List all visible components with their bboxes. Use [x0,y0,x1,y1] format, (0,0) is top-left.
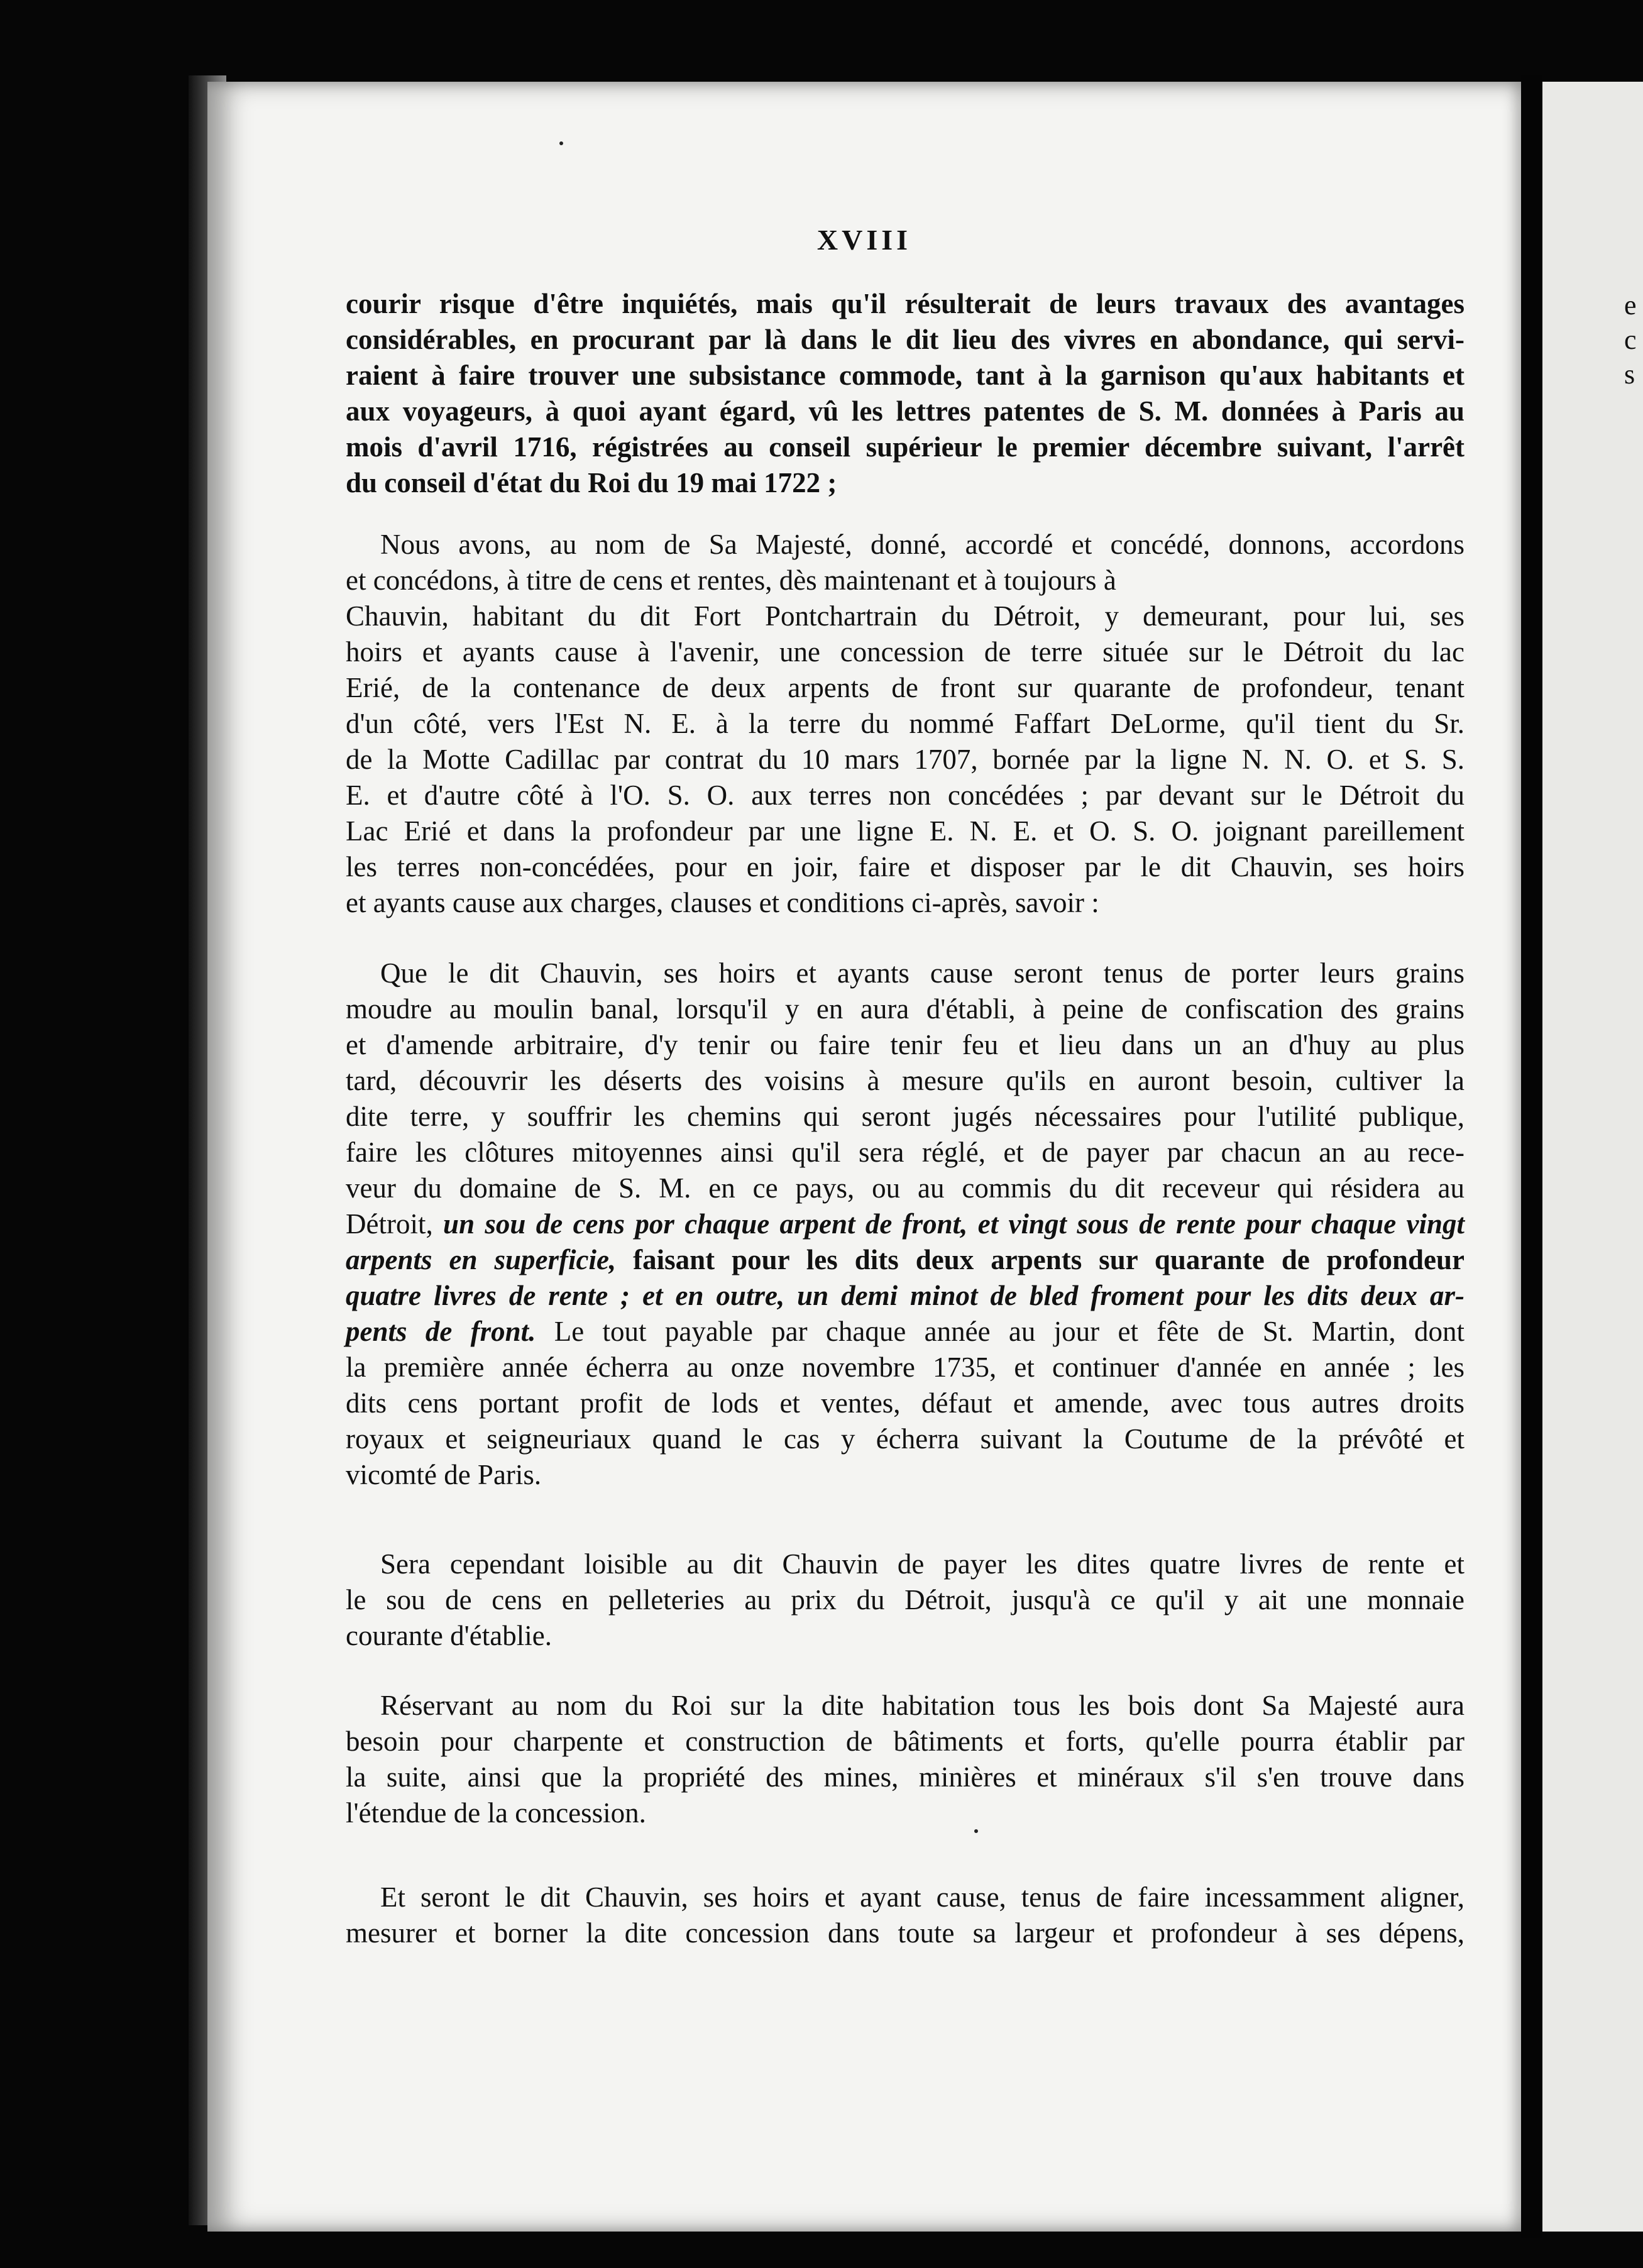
text-line: mois d'avril 1716, régistrées au conseil supérieur le premier décembre suivant, l'arrêt [346,431,1464,463]
paragraph-2 [346,527,1464,921]
text-line [346,1242,1464,1278]
text-line: Que le dit Chauvin, ses hoirs et ayants cause seront tenus de porter leurs grains [380,957,1464,989]
page-divider [1521,75,1542,2238]
italic-text-run: arpents en superficie, [346,1244,617,1275]
text-line: et ayants cause aux charges, clauses et conditions ci-après, savoir : [346,887,1099,918]
text-line: Chauvin, habitant du dit Fort Pontchartrain du Détroit, y demeurant, pour lui, ses [346,600,1464,632]
text-line: faire les clôtures mitoyennes ainsi qu'il sera réglé, et de payer par chacun an au rece- [346,1137,1464,1168]
text-line: besoin pour charpente et construction de bâtiments et forts, qu'elle pourra établir par [346,1726,1464,1757]
text-line [346,1314,1464,1350]
paragraph-5 [346,1688,1464,1831]
paragraph-6 [346,1880,1464,1951]
adjacent-page-edge [1542,82,1643,2232]
text-line: aux voyageurs, à quoi ayant égard, vû les lettres patentes de S. M. données à Paris au [346,395,1464,427]
italic-text-run: quatre livres de rente ; et en outre, un demi minot de bled froment pour les dits deux ar- [346,1280,1464,1311]
text-line: mesurer et borner la dite concession dans toute sa largeur et profondeur à ses dépens, [346,1917,1464,1949]
text-line [346,1278,1464,1314]
adjacent-page-fragment: c [1624,324,1637,355]
text-run: faisant pour les dits deux arpents sur quarante de profondeur [633,1244,1464,1275]
paragraph-3 [346,955,1464,1493]
scanned-page [207,82,1521,2232]
text-line: considérables, en procurant par là dans le dit lieu des vivres en abondance, qui servi- [346,324,1464,355]
text-line: du conseil d'état du Roi du 19 mai 1722 ; [346,467,837,498]
text-line: Nous avons, au nom de Sa Majesté, donné, accordé et concédé, donnons, accordons [380,529,1464,560]
paragraph-1 [346,286,1464,501]
text-line: de la Motte Cadillac par contrat du 10 mars 1707, bornée par la ligne N. N. O. et S. S. [346,744,1464,775]
text-line: la suite, ainsi que la propriété des mines, minières et minéraux s'il s'en trouve dans [346,1761,1464,1793]
page-number-header: XVIII [816,224,912,256]
text-line: les terres non-concédées, pour en joir, faire et disposer par le dit Chauvin, ses hoirs [346,851,1464,883]
text-line: Réservant au nom du Roi sur la dite habitation tous les bois dont Sa Majesté aura [380,1690,1464,1721]
text-line: veur du domaine de S. M. en ce pays, ou au commis du dit receveur qui résidera au [346,1172,1464,1204]
adjacent-page-fragment: s [1624,359,1635,390]
text-run: Détroit, [346,1208,433,1240]
italic-text-run: un sou de cens por chaque arpent de front, et vingt sous de rente pour chaque vingt [443,1208,1464,1240]
text-line: dite terre, y souffrir les chemins qui seront jugés nécessaires pour l'utilité publique, [346,1101,1464,1132]
text-line: la première année écherra au onze novembre 1735, et continuer d'année en année ; les [346,1351,1464,1383]
text-line: d'un côté, vers l'Est N. E. à la terre du nommé Faffart DeLorme, qu'il tient du Sr. [346,708,1464,739]
text-line: E. et d'autre côté à l'O. S. O. aux terres non concédées ; par devant sur le Détroit du [346,779,1464,811]
text-line: courante d'établie. [346,1620,552,1651]
text-line: dits cens portant profit de lods et ventes, défaut et amende, avec tous autres droits [346,1387,1464,1419]
paragraph-4 [346,1546,1464,1654]
adjacent-page-fragment: e [1624,290,1637,321]
text-line [346,1206,1464,1242]
text-line: hoirs et ayants cause à l'avenir, une concession de terre située sur le Détroit du lac [346,636,1464,668]
text-line: l'étendue de la concession. [346,1797,646,1829]
text-run: Le tout payable par chaque année au jour et fête de St. Martin, dont [554,1316,1465,1347]
text-line: raient à faire trouver une subsistance commode, tant à la garnison qu'aux habitants et [346,360,1464,391]
text-line: Et seront le dit Chauvin, ses hoirs et ayant cause, tenus de faire incessamment aligner, [380,1881,1464,1913]
text-line: tard, découvrir les déserts des voisins à mesure qu'ils en auront besoin, cultiver la [346,1065,1464,1096]
text-line: courir risque d'être inquiétés, mais qu'il résulterait de leurs travaux des avantages [346,288,1464,319]
text-line: royaux et seigneuriaux quand le cas y écherra suivant la Coutume de la prévôté et [346,1423,1464,1455]
text-line: Lac Erié et dans la profondeur par une ligne E. N. E. et O. S. O. joignant pareillement [346,815,1464,847]
text-line: vicomté de Paris. [346,1459,542,1490]
text-line: et concédons, à titre de cens et rentes, dès maintenant et à toujours à [346,564,1116,596]
text-line: le sou de cens en pelleteries au prix du Détroit, jusqu'à ce qu'il y ait une monnaie [346,1584,1464,1616]
text-line: Sera cependant loisible au dit Chauvin de payer les dites quatre livres de rente et [380,1548,1464,1580]
text-line: et d'amende arbitraire, d'y tenir ou faire tenir feu et lieu dans un an d'huy au plus [346,1029,1464,1060]
text-line: moudre au moulin banal, lorsqu'il y en aura d'établi, à peine de confiscation des grains [346,993,1464,1025]
text-line: Erié, de la contenance de deux arpents de front sur quarante de profondeur, tenant [346,672,1464,703]
italic-text-run: pents de front. [346,1316,536,1347]
speck [559,141,563,145]
